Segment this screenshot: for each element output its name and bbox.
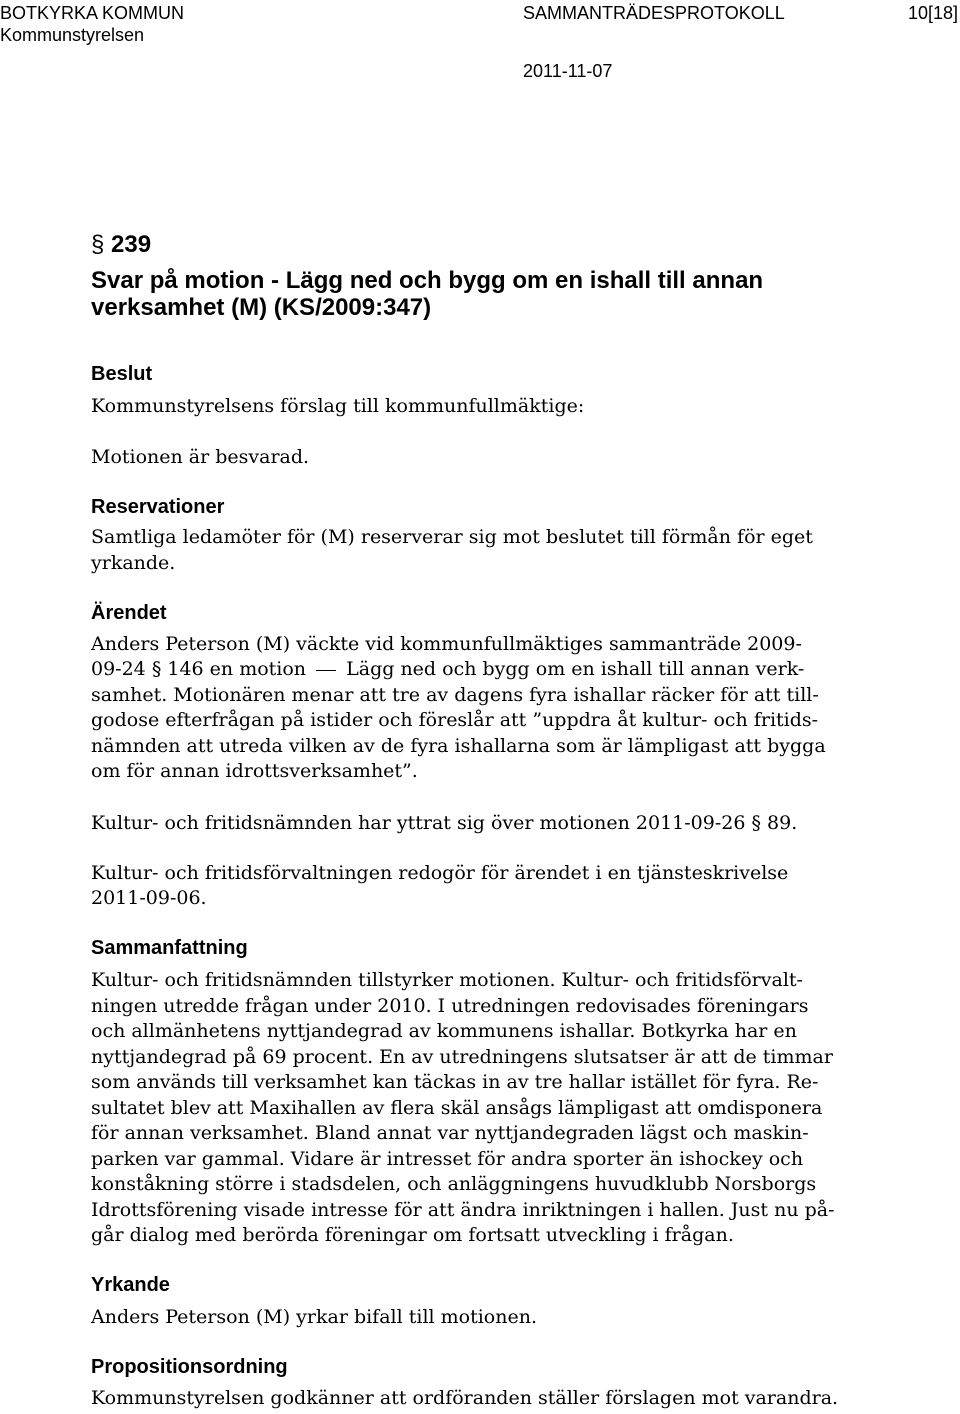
reservationer-line-2: yrkande. — [91, 552, 176, 574]
sammanfattning-line: Idrottsförening visade intresse för att ändra inriktningen i hallen. Just nu på- — [91, 1199, 835, 1221]
section-sign-icon: § — [751, 812, 761, 834]
sammanfattning-line: nyttjandegrad på 69 procent. En av utredningens slutsatser är att de timmar — [91, 1046, 833, 1068]
heading-propositionsordning: Propositionsordning — [91, 1356, 288, 1378]
sammanfattning-line: och allmänhetens nyttjandegrad av kommunens ishallar. Botkyrka har en — [91, 1020, 797, 1042]
arendet-p1-line-6: om för annan idrottsverksamhet”. — [91, 760, 418, 782]
reservationer-line-1: Samtliga ledamöter för (M) reserverar sig mot beslutet till förmån för eget — [91, 526, 813, 548]
beslut-line-2: Motionen är besvarad. — [91, 446, 310, 468]
heading-arendet: Ärendet — [91, 602, 167, 624]
arendet-p1-line-5: nämnden att utreda vilken av de fyra ishallarna som är lämpligast att bygga — [91, 735, 826, 757]
arendet-p1-line-1: Anders Peterson (M) väckte vid kommunfullmäktiges sammanträde 2009- — [91, 633, 802, 655]
motion-title-text: Lägg ned och bygg om en ishall till annan verk- — [346, 658, 805, 680]
arendet-p3-line-1: Kultur- och fritidsförvaltningen redogör för ärendet i en tjänsteskrivelse — [91, 862, 789, 884]
page-number: 10[18] — [907, 3, 958, 23]
motion-date: 09-24 — [91, 658, 146, 680]
arendet-p2 — [91, 811, 797, 837]
arendet-p1-line-2 — [91, 657, 804, 683]
item-title-line-2: verksamhet (M) (KS/2009:347) — [91, 294, 432, 321]
sammanfattning-line: ningen utredde frågan under 2010. I utredningen redovisades föreningars — [91, 995, 809, 1017]
arendet-p1-line-3: samhet. Motionären menar att tre av dagens fyra ishallar räcker för att till- — [91, 684, 819, 706]
meeting-date: 2011-11-07 — [523, 61, 613, 81]
sammanfattning-line: parken var gammal. Vidare är intresset för andra sporter än ishockey och — [91, 1148, 804, 1170]
yrkande-line-1: Anders Peterson (M) yrkar bifall till motionen. — [91, 1306, 537, 1328]
heading-beslut: Beslut — [91, 363, 153, 385]
propositionsordning-line-1: Kommunstyrelsen godkänner att ordföranden ställer förslagen mot varandra. — [91, 1387, 839, 1409]
section-sign-icon: § — [91, 231, 105, 258]
sammanfattning-line: Kultur- och fritidsnämnden tillstyrker motionen. Kultur- och fritidsförvalt- — [91, 969, 803, 991]
beslut-line-1: Kommunstyrelsens förslag till kommunfullmäktige: — [91, 395, 585, 417]
sammanfattning-line: sultatet blev att Maxihallen av flera skäl ansågs lämpligast att omdisponera — [91, 1097, 823, 1119]
section-sign-icon: § — [151, 658, 162, 680]
dash-divider — [316, 670, 336, 671]
sammanfattning-line: konståkning större i stadsdelen, och anläggningens huvudklubb Norsborgs — [91, 1173, 817, 1195]
sammanfattning-line: går dialog med berörda föreningar om fortsatt utveckling i frågan. — [91, 1224, 734, 1246]
arendet-p3-line-2: 2011-09-06. — [91, 887, 207, 909]
motion-number-text: 146 en motion — [167, 658, 307, 680]
heading-reservationer: Reservationer — [91, 496, 225, 518]
item-number — [91, 230, 151, 260]
heading-sammanfattning: Sammanfattning — [91, 937, 248, 959]
heading-yrkande: Yrkande — [91, 1274, 170, 1296]
arendet-p2-ref: 89. — [767, 812, 798, 834]
item-title-line-1: Svar på motion - Lägg ned och bygg om en ishall till annan — [91, 267, 764, 294]
sammanfattning-line: som används till verksamhet kan täckas in av tre hallar istället för fyra. Re- — [91, 1071, 819, 1093]
document-type: SAMMANTRÄDESPROTOKOLL — [523, 3, 785, 23]
item-number-value: 239 — [111, 231, 152, 258]
org-name: BOTKYRKA KOMMUN — [0, 3, 185, 23]
sammanfattning-line: för annan verksamhet. Bland annat var nyttjandegraden lägst och maskin- — [91, 1122, 809, 1144]
arendet-p2-text: Kultur- och fritidsnämnden har yttrat sig över motionen 2011-09-26 — [91, 812, 746, 834]
arendet-p1-line-4: godose efterfrågan på istider och föreslår att ”uppdra åt kultur- och fritids- — [91, 709, 819, 731]
committee-name: Kommunstyrelsen — [0, 25, 145, 45]
